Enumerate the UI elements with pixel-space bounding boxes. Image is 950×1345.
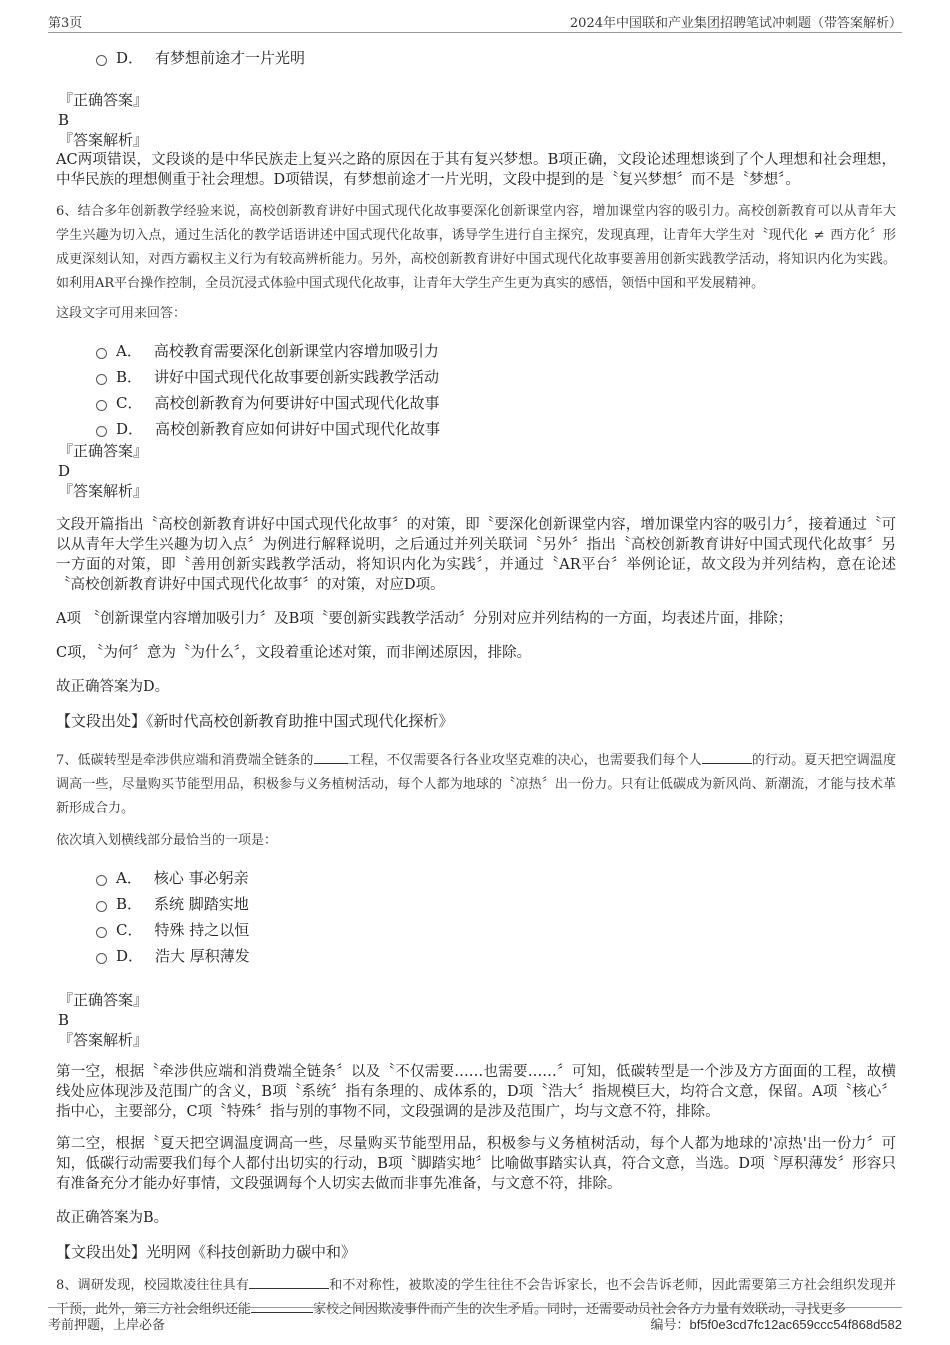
q5-option-d[interactable]: D． 有梦想前途才一片光明 — [96, 44, 896, 70]
q6-option-b[interactable]: B． 讲好中国式现代化故事要创新实践教学活动 — [96, 363, 896, 389]
q8-stem: 8、调研发现，校园欺凌往往具有 和不对称性，被欺凌的学生往往不会告诉家长，也不会告诉老师，因此需要第三方社会组织发现并干预，此外，第三方社会组织还能 家校之间因欺凌事件而产生的次生矛盾。同时，还需要动员社会各方力量有效联动，寻找更多 — [56, 1274, 896, 1322]
q6-source: 【文段出处】《新时代高校创新教育助推中国式现代化探析》 — [56, 712, 454, 730]
q7-stem: 7、低碳转型是牵涉供应端和消费端全链条的 工程，不仅需要各行各业攻坚克难的决心，也需要我们每个人 的行动。夏天把空调温度调高一些，尽量购买节能型用品，积极参与义务植树活动，每个人都为地球的〝凉热〞出一份力。只有让低碳成为新风尚、新潮流，才能与技术革新形成合力。 — [56, 749, 896, 821]
q6-analysis-p4: 故正确答案为D。 — [56, 679, 170, 695]
q6-stem: 6、结合多年创新教学经验来说，高校创新教育讲好中国式现代化故事要深化创新课堂内容，增加课堂内容的吸引力。高校创新教育可以从青年大学生兴趣为切入点，通过生活化的教学话语讲述中国式现代化故事，诱导学生进行自主探究，发现真理，让青年大学生对〝现代化 ≠ 西方化〞形成更深刻认知，对西方霸权主义行为有较高辨析能力。另外，高校创新教育讲好中国式现代化故事要善用创新实践教学活动，将知识内化为实践。如利用AR平台操作控制，全员沉浸式体验中国式现代化故事，让青年大学生产生更为真实的感悟，领悟中国和平发展精神。 — [56, 204, 896, 291]
q6-option-d[interactable]: D． 高校创新教育应如何讲好中国式现代化故事 — [96, 415, 896, 441]
radio-icon[interactable] — [96, 426, 107, 437]
q6-option-c[interactable]: C． 高校创新教育为何要讲好中国式现代化故事 — [96, 389, 896, 415]
radio-icon[interactable] — [96, 374, 107, 385]
q5-analysis-label: 『答案解析』 — [58, 131, 149, 149]
document-title: 2024年中国联和产业集团招聘笔试冲刺题（带答案解析） — [569, 16, 902, 31]
q7-source: 【文段出处】光明网《科技创新助力碳中和》 — [56, 1243, 357, 1261]
radio-icon[interactable] — [96, 901, 107, 912]
radio-icon[interactable] — [96, 55, 107, 66]
q7-option-b[interactable]: B． 系统 脚踏实地 — [96, 890, 896, 916]
q7-options — [56, 864, 896, 968]
page-header — [48, 10, 902, 33]
q6-analysis-p2: A项 〝创新课堂内容增加吸引力〞及B项〝要创新实践教学活动〞分别对应并列结构的一方面，均表述片面，排除； — [56, 611, 793, 627]
blank-2 — [702, 749, 752, 764]
q7-answer: B — [58, 1011, 70, 1029]
radio-icon[interactable] — [96, 953, 107, 964]
q7-analysis-p2: 第二空，根据〝夏天把空调温度调高一些，尽量购买节能型用品，积极参与义务植树活动，每个人都为地球的'凉热'出一份力〞可知，低碳行动需要我们每个人都付出切实的行动，B项〝脚踏实地〞比喻做事踏实认真，符合文意，当选。D项〝厚积薄发〞形容只有准备充分才能办好事情，文段强调每个人切实去做而非事先准备，与文意不符，排除。 — [56, 1136, 896, 1192]
q6-analysis-p3: C项，〝为何〞意为〝为什么〞，文段着重论述对策，而非阐述原因，排除。 — [56, 645, 532, 661]
blank-1 — [314, 749, 348, 764]
page-content — [56, 40, 896, 1322]
q6-answer: D — [58, 462, 71, 480]
radio-icon[interactable] — [96, 927, 107, 938]
q6-options — [56, 337, 896, 441]
q6-answer-label: 『正确答案』 — [58, 442, 149, 460]
q5-answer-label: 『正确答案』 — [58, 91, 149, 109]
radio-icon[interactable] — [96, 348, 107, 359]
q7-option-c[interactable]: C． 特殊 持之以恒 — [96, 916, 896, 942]
blank-1 — [249, 1274, 329, 1289]
q7-answer-label: 『正确答案』 — [58, 991, 149, 1009]
q7-prompt: 依次填入划横线部分最恰当的一项是： — [56, 833, 278, 848]
q7-analysis-p1: 第一空，根据〝牵涉供应端和消费端全链条〞以及〝不仅需要……也需要……〞可知，低碳转型是一个涉及方方面面的工程，故横线处应体现涉及范围广的含义，B项〝系统〞指有条理的、成体系的，D项〝浩大〞指规模巨大，均符合文意，保留。A项〝核心〞指中心，主要部分，C项〝特殊〞指与别的事物不同，文段强调的是涉及范围广，均与文意不符，排除。 — [56, 1064, 896, 1120]
q7-analysis-p3: 故正确答案为B。 — [56, 1210, 169, 1226]
not-equal-symbol: ≠ — [813, 228, 825, 243]
q6-prompt: 这段文字可用来回答： — [56, 306, 187, 321]
q5-analysis: AC两项错误，文段谈的是中华民族走上复兴之路的原因在于其有复兴梦想。B项正确，文段论述理想谈到了个人理想和社会理想，中华民族的理想侧重于社会理想。D项错误，有梦想前途才一片光明，文段中提到的是〝复兴梦想〞而不是〝梦想〞。 — [56, 152, 896, 188]
q6-analysis-p1: 文段开篇指出〝高校创新教育讲好中国式现代化故事〞的对策，即〝要深化创新课堂内容，增加课堂内容的吸引力〞，接着通过〝可以从青年大学生兴趣为切入点〞为例进行解释说明，之后通过并列关联词〝另外〞指出〝高校创新教育讲好中国式现代化故事〞另一方面的对策，即〝善用创新实践教学活动，将知识内化为实践〞，并通过〝AR平台〞举例论证，故文段为并列结构，意在论述〝高校创新教育讲好中国式现代化故事〞的对策，对应D项。 — [56, 517, 896, 593]
page-number: 第3页 — [48, 16, 83, 31]
q7-option-d[interactable]: D． 浩大 厚积薄发 — [96, 942, 896, 968]
radio-icon[interactable] — [96, 400, 107, 411]
q6-option-a[interactable]: A． 高校教育需要深化创新课堂内容增加吸引力 — [96, 337, 896, 363]
q7-option-a[interactable]: A． 核心 事必躬亲 — [96, 864, 896, 890]
q5-answer: B — [58, 111, 70, 129]
footer-slogan: 考前押题，上岸必备 — [48, 1318, 166, 1333]
q7-analysis-label: 『答案解析』 — [58, 1031, 149, 1049]
page-footer — [48, 1307, 902, 1332]
radio-icon[interactable] — [96, 875, 107, 886]
footer-code: 编号：bf5f0e3cd7fc12ac659ccc54f868d582 — [650, 1317, 902, 1333]
q6-analysis-label: 『答案解析』 — [58, 482, 149, 500]
